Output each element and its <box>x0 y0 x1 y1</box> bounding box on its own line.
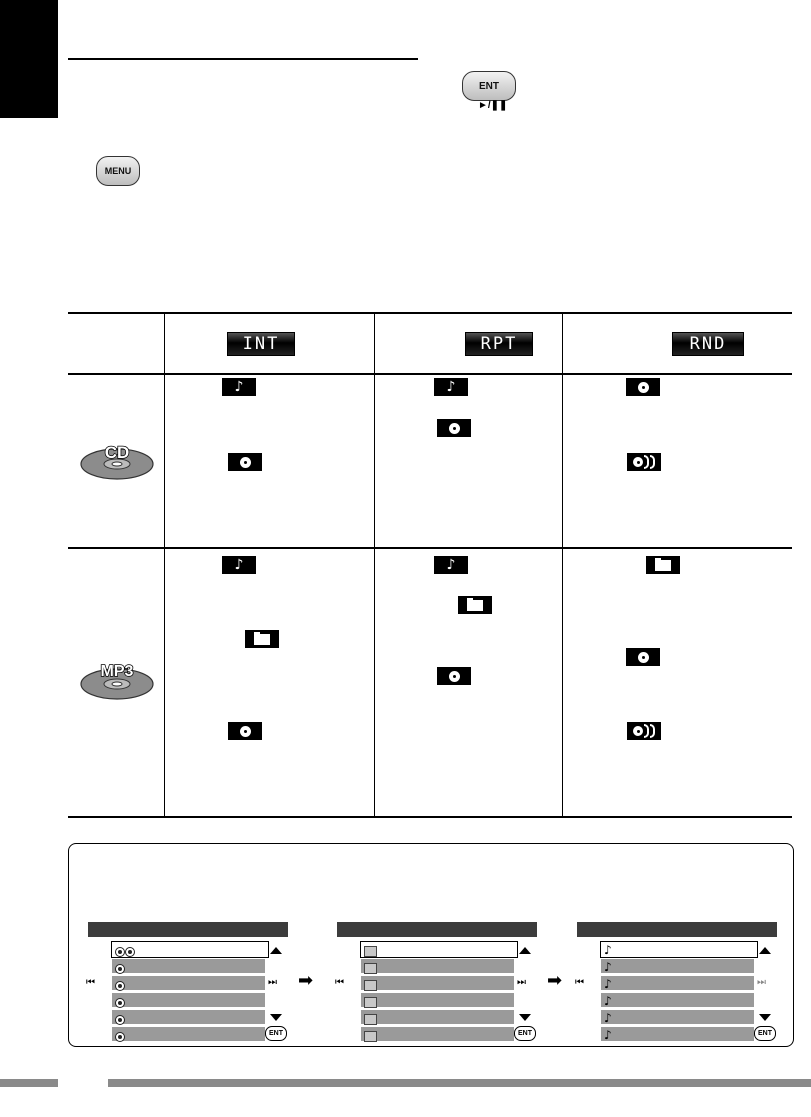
arrow-right-icon: ➡ <box>298 970 314 991</box>
screen-header <box>88 922 288 937</box>
list-item[interactable] <box>111 941 269 958</box>
list-item[interactable]: ♪ <box>601 1010 754 1024</box>
table-bottom-rule <box>68 816 792 818</box>
list-item[interactable] <box>112 1010 265 1024</box>
int-mode-badge: INT <box>227 332 295 356</box>
play-pause-label: ►/❚❚ <box>478 100 508 111</box>
mp3-disc-label: MP3 <box>100 663 134 680</box>
ent-icon[interactable]: ENT <box>754 1026 776 1041</box>
scroll-down-icon[interactable] <box>519 1014 531 1021</box>
next-icon[interactable]: ⏭ <box>517 977 526 988</box>
menu-button[interactable]: MENU <box>96 156 140 186</box>
track-icon: ♪ <box>434 556 468 574</box>
prev-icon[interactable]: ⏮ <box>86 977 95 988</box>
folder-list-screen <box>327 922 537 1041</box>
table-col-rule <box>164 313 165 817</box>
scroll-up-icon[interactable] <box>519 947 531 954</box>
screen-header <box>337 922 537 937</box>
rnd-mode-badge: RND <box>672 332 744 356</box>
multi-disc-icon <box>627 453 661 471</box>
list-item[interactable] <box>112 993 265 1007</box>
list-item[interactable]: ♪ <box>601 993 754 1007</box>
ent-icon[interactable]: ENT <box>265 1026 287 1041</box>
screen-header <box>577 922 777 937</box>
folder-icon <box>646 556 680 574</box>
disc-icon <box>228 722 262 740</box>
table-top-rule <box>68 312 792 314</box>
disc-list-screen <box>78 922 288 1041</box>
scroll-down-icon[interactable] <box>759 1014 771 1021</box>
table-col-rule <box>562 313 563 817</box>
track-icon: ♪ <box>222 556 256 574</box>
prev-icon[interactable]: ⏮ <box>335 977 344 988</box>
track-list-screen <box>567 922 777 1041</box>
arrow-right-icon: ➡ <box>547 970 563 991</box>
scroll-up-icon[interactable] <box>270 947 282 954</box>
language-tab <box>0 0 58 118</box>
disc-icon <box>626 648 660 666</box>
list-item[interactable]: ♪ <box>601 976 754 990</box>
ent-button[interactable]: ENT <box>462 71 516 101</box>
scroll-up-icon[interactable] <box>759 947 771 954</box>
ent-icon[interactable]: ENT <box>514 1026 536 1041</box>
list-item[interactable] <box>361 976 514 990</box>
disc-icon <box>437 419 471 437</box>
list-item[interactable] <box>361 1010 514 1024</box>
list-item[interactable]: ♪ <box>600 941 758 958</box>
next-icon[interactable]: ⏭ <box>268 977 277 988</box>
list-item[interactable]: ♪ <box>601 1027 754 1041</box>
track-icon: ♪ <box>222 378 256 396</box>
cd-disc-icon <box>80 440 156 482</box>
rpt-mode-badge: RPT <box>465 332 533 356</box>
track-icon: ♪ <box>434 378 468 396</box>
footer-bar <box>0 1079 58 1087</box>
disc-icon <box>626 378 660 396</box>
disc-icon <box>228 453 262 471</box>
multi-disc-icon <box>627 722 661 740</box>
list-item[interactable] <box>112 1027 265 1041</box>
list-item[interactable] <box>112 976 265 990</box>
mp3-disc-icon <box>80 656 156 702</box>
list-item[interactable] <box>361 1027 514 1041</box>
disc-icon <box>437 667 471 685</box>
list-item[interactable] <box>361 959 514 973</box>
cd-disc-label: CD <box>104 443 130 462</box>
list-item[interactable] <box>112 959 265 973</box>
table-header-rule <box>68 373 792 375</box>
next-icon[interactable]: ⏭ <box>757 977 766 988</box>
prev-icon[interactable]: ⏮ <box>575 977 584 988</box>
list-item[interactable] <box>360 941 518 958</box>
footer-bar <box>108 1079 811 1087</box>
table-col-rule <box>374 313 375 817</box>
folder-icon <box>245 630 279 648</box>
section-rule <box>68 58 418 60</box>
table-row-rule <box>68 547 792 549</box>
list-item[interactable] <box>361 993 514 1007</box>
list-item[interactable]: ♪ <box>601 959 754 973</box>
scroll-down-icon[interactable] <box>270 1014 282 1021</box>
folder-icon <box>458 596 492 614</box>
